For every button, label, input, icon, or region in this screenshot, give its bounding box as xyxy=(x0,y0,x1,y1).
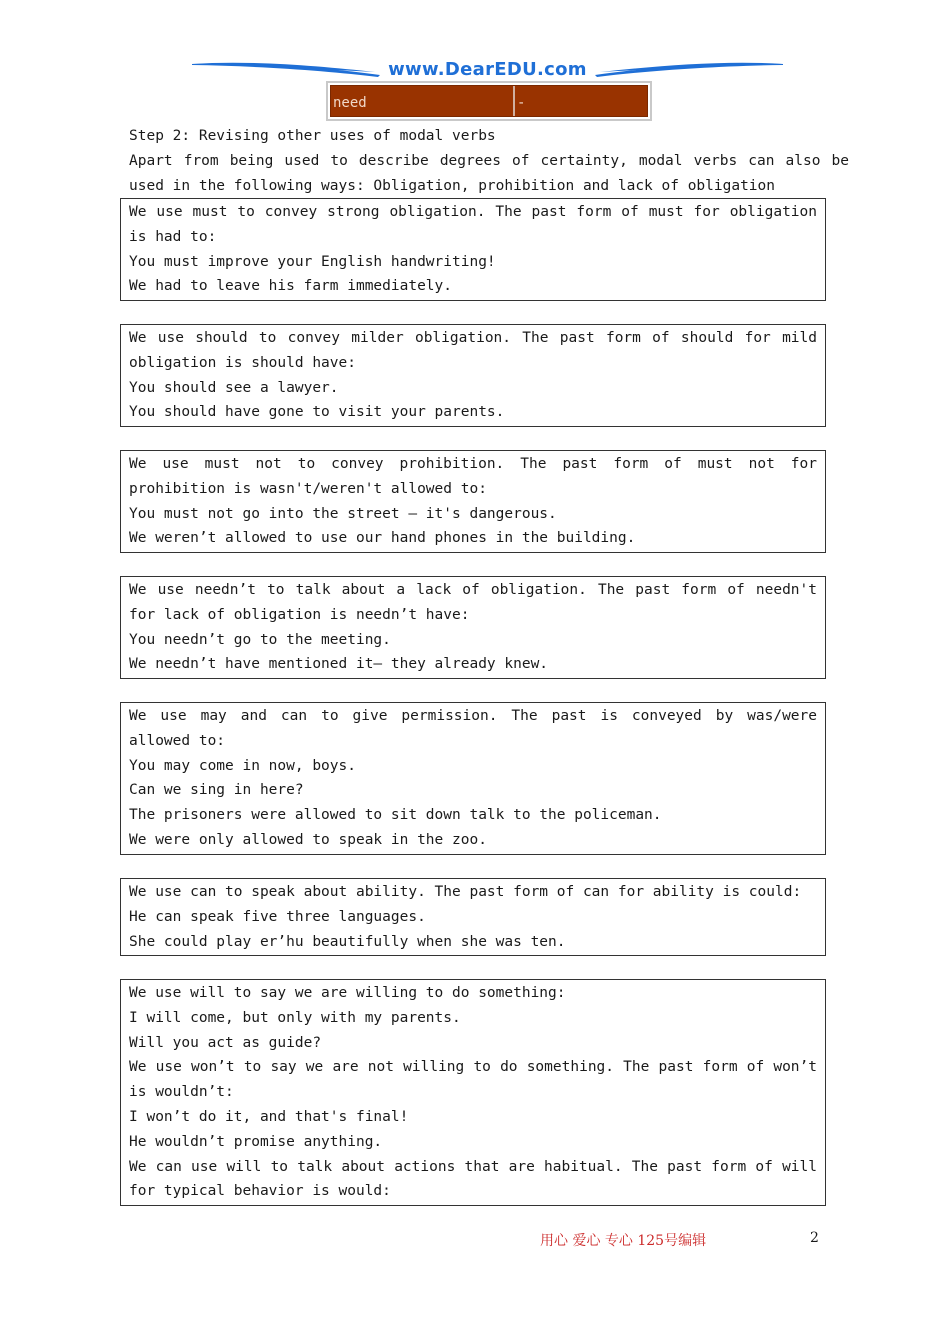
rule-text: We use needn’t to talk about a lack of obligation. The past form of needn't for lack of obligation is needn’t have: xyxy=(129,582,817,623)
rule-text: We use should to convey milder obligation. The past form of should for mild obligation is should have: xyxy=(129,330,817,371)
logo-text: www.DearEDU.com xyxy=(388,59,587,80)
need-cell-right: - xyxy=(513,86,647,116)
need-cell-left: need xyxy=(333,95,367,111)
rule-text: We use may and can to give permission. The past is conveyed by was/were allowed to: xyxy=(129,708,817,749)
need-table-row xyxy=(330,85,648,117)
example-sentence: You must improve your English handwriting! xyxy=(129,253,496,270)
example-sentence: Can we sing in here? xyxy=(129,782,304,799)
rule-box-should xyxy=(120,324,826,427)
page-number: 2 xyxy=(810,1230,819,1246)
rule-box-neednt xyxy=(120,576,826,679)
intro-paragraph: Apart from being used to describe degrees of certainty, modal verbs can also be used in the following ways: Obligation, prohibition and lack of obligation xyxy=(129,152,849,194)
example-sentence: We weren’t allowed to use our hand phones in the building. xyxy=(129,530,636,547)
example-sentence: He wouldn’t promise anything. xyxy=(129,1133,383,1150)
rule-text: We use must not to convey prohibition. The past form of must not for prohibition is wasn't/weren't allowed to: xyxy=(129,456,817,497)
step-heading: Step 2: Revising other uses of modal verbs xyxy=(129,128,496,144)
rule-text: We use will to say we are willing to do something: xyxy=(129,985,566,1001)
example-sentence: You may come in now, boys. xyxy=(129,757,356,774)
rule-box-ability xyxy=(120,878,826,956)
example-sentence: He can speak five three languages. xyxy=(129,908,426,925)
rule-box-will xyxy=(120,979,826,1206)
example-sentence: The prisoners were allowed to sit down talk to the policeman. xyxy=(129,807,662,824)
rule-text: We can use will to talk about actions that are habitual. The past form of will for typical behavior is would: xyxy=(129,1158,817,1200)
footer-note: 用心 爱心 专心 125号编辑 xyxy=(540,1233,707,1249)
rule-text: We use must to convey strong obligation. The past form of must for obligation is had to: xyxy=(129,204,817,245)
example-sentence: We were only allowed to speak in the zoo. xyxy=(129,831,487,848)
example-sentence: We had to leave his farm immediately. xyxy=(129,278,453,295)
intro-section xyxy=(129,124,849,198)
rule-box-must-not xyxy=(120,450,826,553)
example-sentence: I won’t do it, and that's final! xyxy=(129,1108,409,1125)
example-sentence: We needn’t have mentioned it— they already knew. xyxy=(129,656,549,673)
example-sentence: She could play er’hu beautifully when she was ten. xyxy=(129,933,566,950)
rule-text: We use can to speak about ability. The past form of can for ability is could: xyxy=(129,884,802,900)
example-sentence: You needn’t go to the meeting. xyxy=(129,631,391,648)
rule-box-must xyxy=(120,198,826,301)
example-sentence: I will come, but only with my parents. xyxy=(129,1009,461,1026)
example-sentence: You should see a lawyer. xyxy=(129,379,339,396)
rule-box-permission xyxy=(120,702,826,855)
rule-text: We use won’t to say we are not willing to do something. The past form of won’t is wouldn’t: xyxy=(129,1059,817,1101)
example-sentence: You should have gone to visit your parents. xyxy=(129,404,505,421)
example-sentence: You must not go into the street — it's dangerous. xyxy=(129,505,557,522)
example-sentence: Will you act as guide? xyxy=(129,1034,322,1051)
need-table xyxy=(326,81,652,121)
